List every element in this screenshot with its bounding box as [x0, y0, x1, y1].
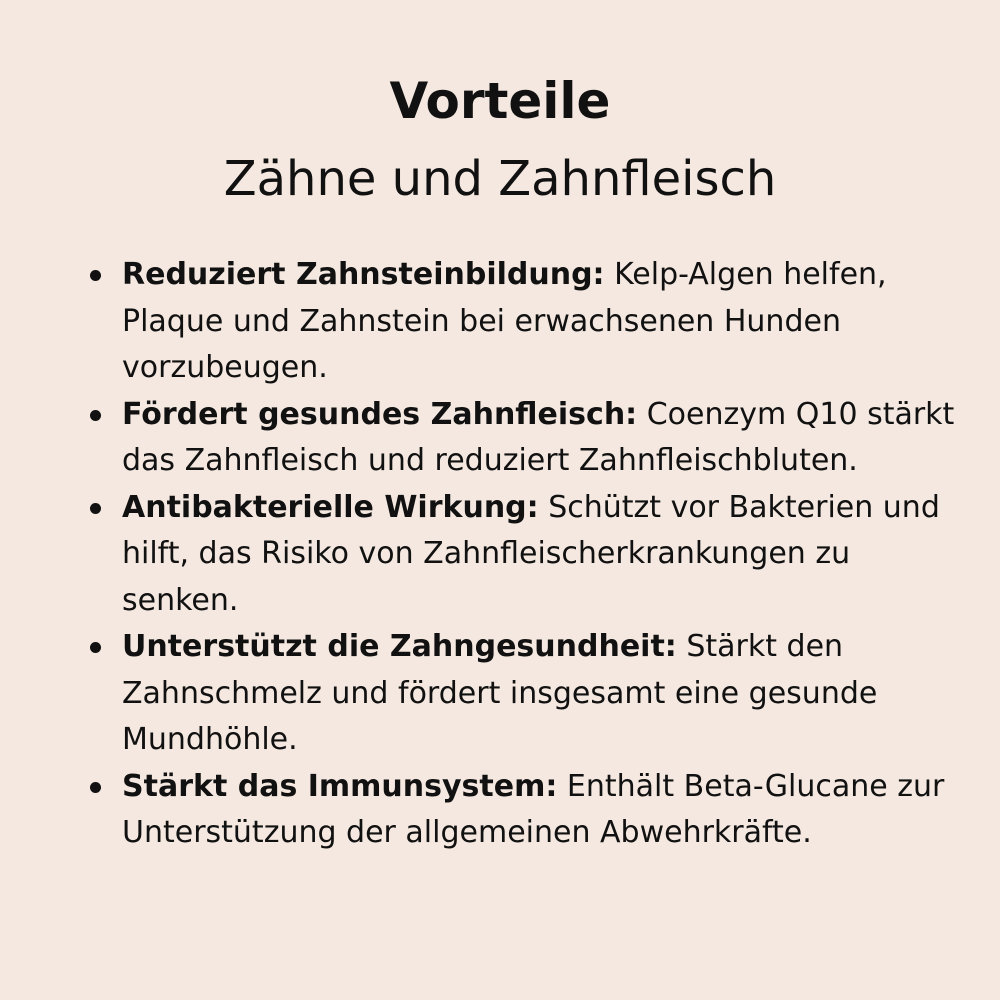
- benefit-text: Kelp-Algen helfen, Plaque und Zahnstein bei erwachsenen Hunden vorzubeugen.: [122, 257, 887, 385]
- benefit-title: Antibakterielle Wirkung:: [122, 489, 539, 525]
- page-title: Vorteile: [389, 72, 611, 130]
- benefit-text: Enthält Beta-Glucane zur Unterstützung der allgemeinen Abwehrkräfte.: [122, 768, 945, 850]
- benefit-item: [122, 252, 962, 392]
- bullet-icon: [90, 410, 101, 421]
- benefits-list: [122, 252, 962, 857]
- benefit-text: Schützt vor Bakterien und hilft, das Risiko von Zahnfleischerkrankungen zu senken.: [122, 489, 940, 618]
- benefit-text: Stärkt den Zahnschmelz und fördert insgesamt eine gesunde Mundhöhle.: [122, 629, 878, 757]
- benefit-item: [122, 764, 962, 857]
- bullet-icon: [90, 503, 101, 514]
- benefit-item: [122, 392, 962, 485]
- benefit-title: Stärkt das Immunsystem:: [122, 768, 558, 804]
- bullet-icon: [90, 782, 101, 793]
- benefit-title: Reduziert Zahnsteinbildung:: [122, 257, 605, 292]
- bullet-icon: [90, 642, 101, 653]
- bullet-icon: [90, 270, 101, 281]
- benefit-title: Unterstützt die Zahngesundheit:: [122, 629, 677, 664]
- benefit-title: Fördert gesundes Zahnfleisch:: [122, 396, 638, 432]
- benefit-item: [122, 485, 962, 625]
- benefit-item: [122, 624, 962, 764]
- benefit-text: Coenzym Q10 stärkt das Zahnfleisch und reduziert Zahnfleischbluten.: [122, 396, 955, 478]
- page-subtitle: Zähne und Zahnfleisch: [223, 151, 777, 207]
